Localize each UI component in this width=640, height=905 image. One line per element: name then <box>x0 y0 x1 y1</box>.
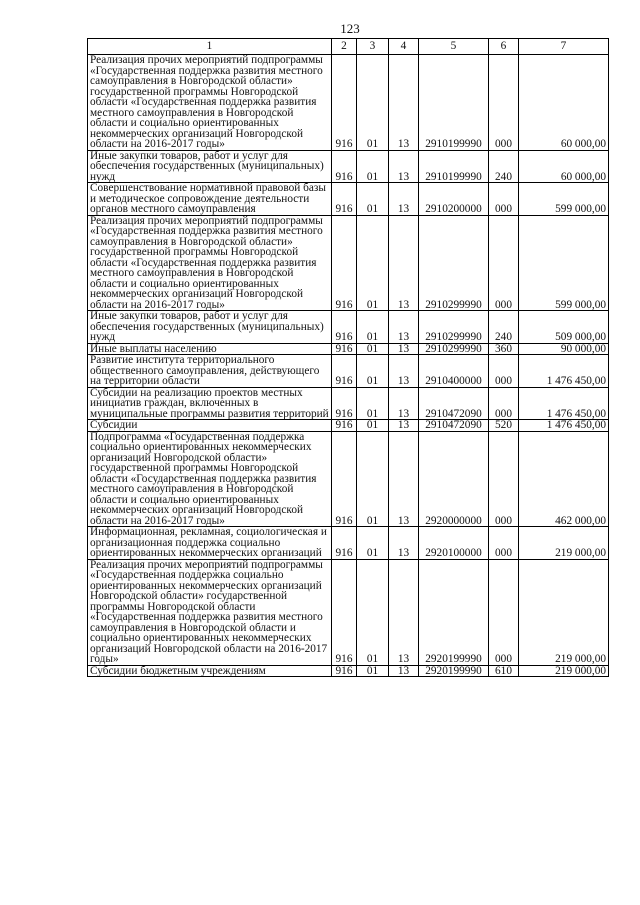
subsection-code-cell: 13 <box>389 215 419 311</box>
expense-type-cell: 360 <box>489 343 519 355</box>
row-name-cell: Информационная, рекламная, социологическая и организационная поддержка социально ориентированных некоммерческих организаций <box>88 527 332 560</box>
amount-cell: 219 000,00 <box>519 559 609 665</box>
target-article-cell: 2910472090 <box>419 387 489 420</box>
ministry-code-cell: 916 <box>332 55 357 151</box>
subsection-code-cell: 13 <box>389 527 419 560</box>
subsection-code-cell: 13 <box>389 355 419 388</box>
target-article-cell: 2920000000 <box>419 431 489 527</box>
target-article-cell: 2910199990 <box>419 55 489 151</box>
ministry-code-cell: 916 <box>332 559 357 665</box>
page-number: 123 <box>340 21 360 36</box>
table-row <box>88 183 609 216</box>
column-header: 5 <box>419 39 489 55</box>
row-name-cell: Реализация прочих мероприятий подпрограммы «Государственная поддержка развития местного самоуправления в Новгородской области» государственной программы Новгородской области «Государственная поддержка развития местного самоуправления в Новгородской области и социально ориентированных некоммерческих организаций Новгородской области на 2016-2017 годы» <box>88 55 332 151</box>
row-name-cell: Реализация прочих мероприятий подпрограммы «Государственная поддержка развития местного самоуправления в Новгородской области» государственной программы Новгородской области «Государственная поддержка развития местного самоуправления в Новгородской области и социально ориентированных некоммерческих организаций Новгородской области на 2016-2017 годы» <box>88 215 332 311</box>
expense-type-cell: 000 <box>489 215 519 311</box>
ministry-code-cell: 916 <box>332 355 357 388</box>
amount-cell: 60 000,00 <box>519 55 609 151</box>
ministry-code-cell: 916 <box>332 665 357 677</box>
subsection-code-cell: 13 <box>389 150 419 183</box>
subsection-code-cell: 13 <box>389 559 419 665</box>
row-name-cell: Иные закупки товаров, работ и услуг для обеспечения государственных (муниципальных) нужд <box>88 311 332 344</box>
amount-cell: 1 476 450,00 <box>519 355 609 388</box>
section-code-cell: 01 <box>357 387 389 420</box>
amount-cell: 599 000,00 <box>519 183 609 216</box>
expense-type-cell: 000 <box>489 527 519 560</box>
target-article-cell: 2910199990 <box>419 150 489 183</box>
target-article-cell: 2910299990 <box>419 311 489 344</box>
target-article-cell: 2910299990 <box>419 215 489 311</box>
target-article-cell: 2920199990 <box>419 559 489 665</box>
subsection-code-cell: 13 <box>389 311 419 344</box>
subsection-code-cell: 13 <box>389 387 419 420</box>
expense-type-cell: 000 <box>489 355 519 388</box>
subsection-code-cell: 13 <box>389 343 419 355</box>
section-code-cell: 01 <box>357 55 389 151</box>
ministry-code-cell: 916 <box>332 431 357 527</box>
subsection-code-cell: 13 <box>389 420 419 432</box>
section-code-cell: 01 <box>357 183 389 216</box>
amount-cell: 219 000,00 <box>519 527 609 560</box>
section-code-cell: 01 <box>357 311 389 344</box>
table-row <box>88 559 609 665</box>
row-name-cell: Субсидии <box>88 420 332 432</box>
section-code-cell: 01 <box>357 150 389 183</box>
ministry-code-cell: 916 <box>332 420 357 432</box>
amount-cell: 462 000,00 <box>519 431 609 527</box>
column-header: 1 <box>88 39 332 55</box>
target-article-cell: 2920199990 <box>419 665 489 677</box>
table-row <box>88 665 609 677</box>
amount-cell: 599 000,00 <box>519 215 609 311</box>
amount-cell: 60 000,00 <box>519 150 609 183</box>
target-article-cell: 2910299990 <box>419 343 489 355</box>
table-row <box>88 215 609 311</box>
table-row <box>88 343 609 355</box>
table-row <box>88 55 609 151</box>
amount-cell: 90 000,00 <box>519 343 609 355</box>
row-name-cell: Субсидии на реализацию проектов местных инициатив граждан, включенных в муниципальные программы развития территорий <box>88 387 332 420</box>
column-header: 7 <box>519 39 609 55</box>
ministry-code-cell: 916 <box>332 387 357 420</box>
expense-type-cell: 610 <box>489 665 519 677</box>
section-code-cell: 01 <box>357 355 389 388</box>
row-name-cell: Совершенствование нормативной правовой базы и методическое сопровождение деятельности органов местного самоуправления <box>88 183 332 216</box>
ministry-code-cell: 916 <box>332 150 357 183</box>
target-article-cell: 2910400000 <box>419 355 489 388</box>
amount-cell: 219 000,00 <box>519 665 609 677</box>
row-name-cell: Иные закупки товаров, работ и услуг для обеспечения государственных (муниципальных) нужд <box>88 150 332 183</box>
amount-cell: 1 476 450,00 <box>519 387 609 420</box>
row-name-cell: Подпрограмма «Государственная поддержка социально ориентированных некоммерческих организаций Новгородской области» государственной программы Новгородской области «Государственная поддержка развития местного самоуправления в Новгородской области и социально ориентированных некоммерческих организаций Новгородской области на 2016-2017 годы» <box>88 431 332 527</box>
target-article-cell: 2910200000 <box>419 183 489 216</box>
column-header: 4 <box>389 39 419 55</box>
target-article-cell: 2920100000 <box>419 527 489 560</box>
row-name-cell: Субсидии бюджетным учреждениям <box>88 665 332 677</box>
expense-type-cell: 240 <box>489 150 519 183</box>
section-code-cell: 01 <box>357 215 389 311</box>
expense-type-cell: 000 <box>489 55 519 151</box>
section-code-cell: 01 <box>357 343 389 355</box>
table-header-row <box>88 39 609 55</box>
ministry-code-cell: 916 <box>332 527 357 560</box>
budget-table <box>87 38 609 677</box>
section-code-cell: 01 <box>357 527 389 560</box>
table-row <box>88 387 609 420</box>
ministry-code-cell: 916 <box>332 215 357 311</box>
subsection-code-cell: 13 <box>389 55 419 151</box>
ministry-code-cell: 916 <box>332 311 357 344</box>
table-row <box>88 355 609 388</box>
subsection-code-cell: 13 <box>389 665 419 677</box>
column-header: 6 <box>489 39 519 55</box>
table-row <box>88 431 609 527</box>
target-article-cell: 2910472090 <box>419 420 489 432</box>
section-code-cell: 01 <box>357 559 389 665</box>
column-header: 2 <box>332 39 357 55</box>
ministry-code-cell: 916 <box>332 343 357 355</box>
section-code-cell: 01 <box>357 665 389 677</box>
table-row <box>88 150 609 183</box>
section-code-cell: 01 <box>357 420 389 432</box>
row-name-cell: Развитие института территориального общественного самоуправления, действующего на территории области <box>88 355 332 388</box>
subsection-code-cell: 13 <box>389 183 419 216</box>
expense-type-cell: 520 <box>489 420 519 432</box>
row-name-cell: Иные выплаты населению <box>88 343 332 355</box>
amount-cell: 509 000,00 <box>519 311 609 344</box>
table-row <box>88 527 609 560</box>
column-header: 3 <box>357 39 389 55</box>
expense-type-cell: 000 <box>489 183 519 216</box>
amount-cell: 1 476 450,00 <box>519 420 609 432</box>
expense-type-cell: 000 <box>489 559 519 665</box>
ministry-code-cell: 916 <box>332 183 357 216</box>
table-row <box>88 311 609 344</box>
expense-type-cell: 000 <box>489 431 519 527</box>
expense-type-cell: 240 <box>489 311 519 344</box>
row-name-cell: Реализация прочих мероприятий подпрограммы «Государственная поддержка социально ориентированных некоммерческих организаций Новгородской области» государственной программы Новгородской области «Государственная поддержка развития местного самоуправления в Новгородской области и социально ориентированных некоммерческих организаций Новгородской области на 2016-2017 годы» <box>88 559 332 665</box>
table-row <box>88 420 609 432</box>
expense-type-cell: 000 <box>489 387 519 420</box>
section-code-cell: 01 <box>357 431 389 527</box>
subsection-code-cell: 13 <box>389 431 419 527</box>
